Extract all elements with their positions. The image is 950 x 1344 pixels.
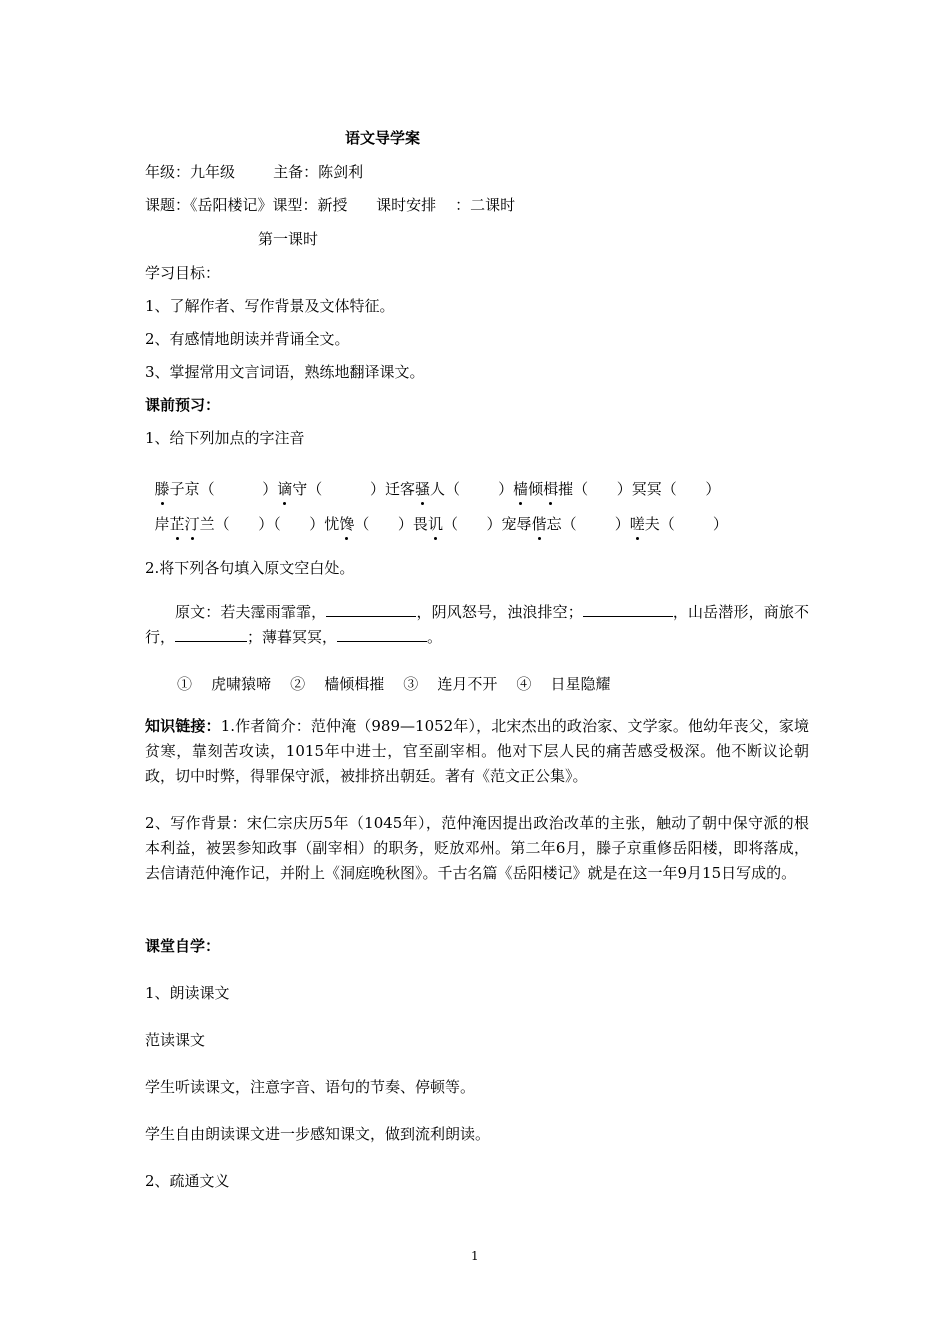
pinyin-item: 谪守（ ）迁客 [277,480,415,498]
pinyin-item: 滕子京（ ） [154,480,278,498]
pinyin-row-1 [145,459,720,499]
grade-line: 年级：九年级 主备：陈剑利 [145,163,364,181]
page-number: 1 [471,1249,479,1263]
pinyin-item: 岸芷 [154,515,185,533]
self-study-item: 1、朗读课文 [145,984,230,1002]
objectives-heading: 学习目标： [145,264,221,282]
preview-heading: 课前预习： [145,396,221,414]
answer-options: ① 虎啸猿啼 ② 樯倾楫摧 ③ 连月不开 ④ 日星隐耀 [177,675,611,693]
self-study-item: 学生自由朗读课文进一步感知课文，做到流利朗读。 [145,1125,491,1143]
self-study-item: 2、疏通文义 [145,1172,230,1190]
pinyin-item: 樯倾 [513,480,544,498]
pinyin-item: 馋（ ）畏 [339,515,428,533]
pinyin-item: 汀兰（ ）（ ）忧 [184,515,340,533]
self-study-item: 范读课文 [145,1031,206,1049]
lesson-label: 第一课时 [258,230,319,248]
objective-item: 1、了解作者、写作背景及文体特征。 [145,297,395,315]
page-title: 语文导学案 [345,129,421,147]
pinyin-item: 嗟夫（ ） [629,515,728,533]
blank-field[interactable] [175,627,247,642]
fill-blank-passage: 原文：若夫霪雨霏霏， ，阴风怒号，浊浪排空； ，山岳潜形，商旅不行， ；薄暮冥冥， 。 [145,603,809,646]
blank-field[interactable] [337,627,427,642]
pinyin-item: 骚人（ ） [414,480,514,498]
preview-question-2: 2.将下列各句填入原文空白处。 [145,559,355,577]
knowledge-para-2: 2、写作背景：宋仁宗庆历5年（1045年），范仲淹因提出政治改革的主张，触动了朝中保守派的根本利益，被罢参知政事（副宰相）的职务，贬放邓州。第二年6月，滕子京重修岳阳楼，即将落成，去信请范仲淹作记，并附上《洞庭晚秋图》。千古名篇《岳阳楼记》就是在这一年9月15日写成的。 [145,814,809,882]
knowledge-para-1: 知识链接：1.作者简介：范仲淹（989—1052年），北宋杰出的政治家、文学家。他幼年丧父，家境贫寒，靠刻苦攻读，1015年中进士，官至副宰相。他对下层人民的痛苦感受极深。他不断议论朝政，切中时弊，得罪保守派，被排挤出朝廷。著有《范文正公集》。 [145,717,809,785]
topic-line: 课题：《岳阳楼记》课型：新授 课时安排 ：二课时 [145,196,516,214]
pinyin-row-2 [145,494,728,534]
blank-field[interactable] [326,602,416,617]
self-study-item: 学生听读课文，注意字音、语句的节奏、停顿等。 [145,1078,476,1096]
pinyin-item: 楫摧（ ）冥冥（ ） [543,480,721,498]
self-study-heading: 课堂自学： [145,937,221,955]
preview-question-1: 1、给下列加点的字注音 [145,429,305,447]
pinyin-item: 讥（ ）宠辱 [427,515,532,533]
blank-field[interactable] [583,602,673,617]
objective-item: 3、掌握常用文言词语，熟练地翻译课文。 [145,363,425,381]
pinyin-item: 偕忘（ ） [531,515,630,533]
objective-item: 2、有感情地朗读并背诵全文。 [145,330,350,348]
knowledge-label: 知识链接： [145,717,221,735]
